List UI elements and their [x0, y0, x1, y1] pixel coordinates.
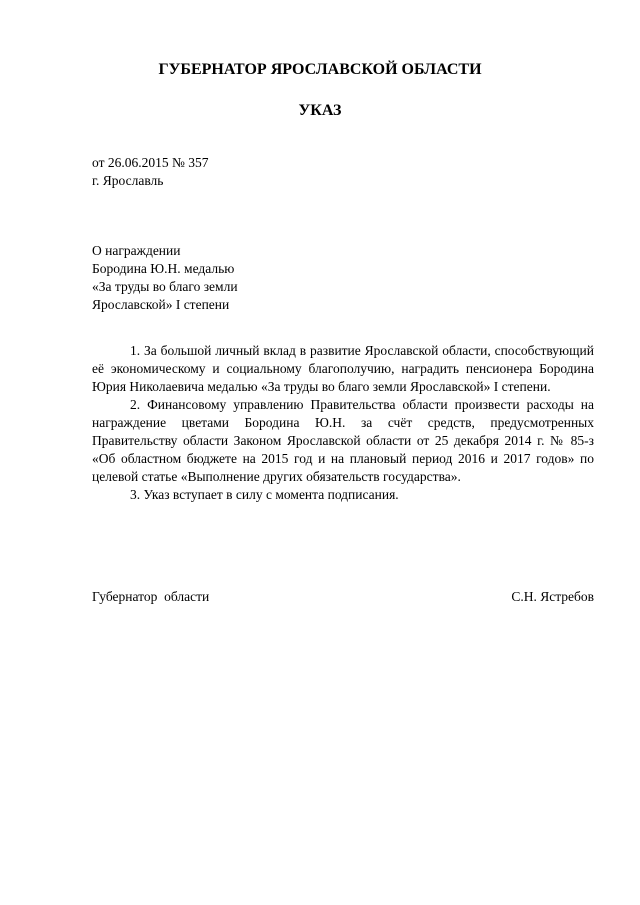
document-type-title: УКАЗ — [298, 102, 342, 119]
decree-paragraph-2: 2. Финансовому управлению Правительства области произвести расходы на награждение цветами Бородина Ю.Н. за счёт средств, предусмотренных Правительству области Законом Ярославской области от 25 декабря 2014 г. № 85-з «Об областном бюджете на 2015 год и на плановый период 2016 и 2017 годов» по целевой статье «Выполнение других обязательств государства». — [92, 397, 594, 484]
signature-name: С.Н. Ястребов — [511, 589, 594, 604]
subject-line: Бородина Ю.Н. медалью — [92, 261, 235, 276]
document-date-number: от 26.06.2015 № 357 — [92, 155, 209, 170]
decree-body — [92, 342, 594, 504]
decree-paragraph-3: 3. Указ вступает в силу с момента подписания. — [130, 487, 399, 502]
signature-block — [92, 589, 594, 605]
subject-line: О награждении — [92, 243, 181, 258]
document-authority-title: ГУБЕРНАТОР ЯРОСЛАВСКОЙ ОБЛАСТИ — [158, 61, 482, 78]
document-city: г. Ярославль — [92, 173, 164, 188]
decree-paragraph-1: 1. За большой личный вклад в развитие Ярославской области, способствующий её экономическому и социальному благополучию, наградить пенсионера Бородина Юрия Николаевича медалью «За труды во благо земли Ярославской» I степени. — [92, 343, 594, 394]
subject-line: «За труды во благо земли — [92, 279, 238, 294]
subject-line: Ярославской» I степени — [92, 297, 230, 312]
signature-position: Губернатор области — [92, 589, 210, 604]
